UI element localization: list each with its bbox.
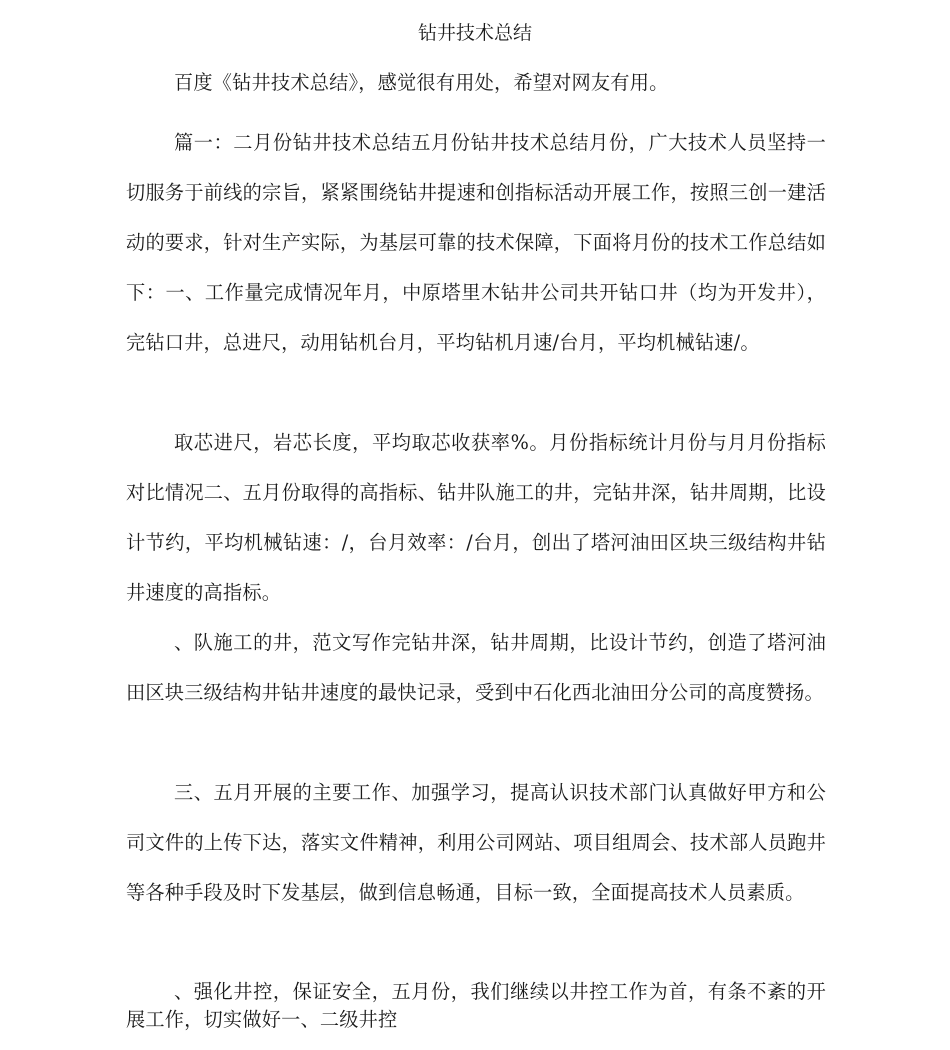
paragraph-coring-indicators: 取芯进尺，岩芯长度，平均取芯收获率%。月份指标统计月份与月月份指标对比情况二、五月份取得的高指标、钻井队施工的井，完钻井深，钻井周期，比设计节约，平均机械钻速：/，台月效率：/台月，创出了塔河油田区块三级结构井钻井速度的高指标。: [126, 431, 826, 604]
paragraph-team-record: 、队施工的井，范文写作完钻井深，钻井周期，比设计节约，创造了塔河油田区块三级结构井钻井速度的最快记录，受到中石化西北油田分公司的高度赞扬。: [126, 631, 826, 704]
paragraph-main-work: 三、五月开展的主要工作、加强学习，提高认识技术部门认真做好甲方和公司文件的上传下达，落实文件精神，利用公司网站、项目组周会、技术部人员跑井等各种手段及时下发基层，做到信息畅通，目标一致，全面提高技术人员素质。: [126, 781, 826, 904]
paragraph-part-one: 篇一：二月份钻井技术总结五月份钻井技术总结月份，广大技术人员坚持一切服务于前线的宗旨，紧紧围绕钻井提速和创指标活动开展工作，按照三创一建活动的要求，针对生产实际，为基层可靠的技术保障，下面将月份的技术工作总结如下：一、工作量完成情况年月，中原塔里木钻井公司共开钻口井（均为开发井），完钻口井，总进尺，动用钻机台月，平均钻机月速/台月，平均机械钻速/。: [126, 131, 826, 354]
intro-paragraph: 百度《钻井技术总结》，感觉很有用处，希望对网友有用。: [174, 71, 669, 94]
document-title: 钻井技术总结: [417, 22, 532, 44]
paragraph-well-control: 、强化井控，保证安全，五月份，我们继续以井控工作为首，有条不紊的开展工作，切实做好一、二级井控: [126, 980, 826, 1031]
